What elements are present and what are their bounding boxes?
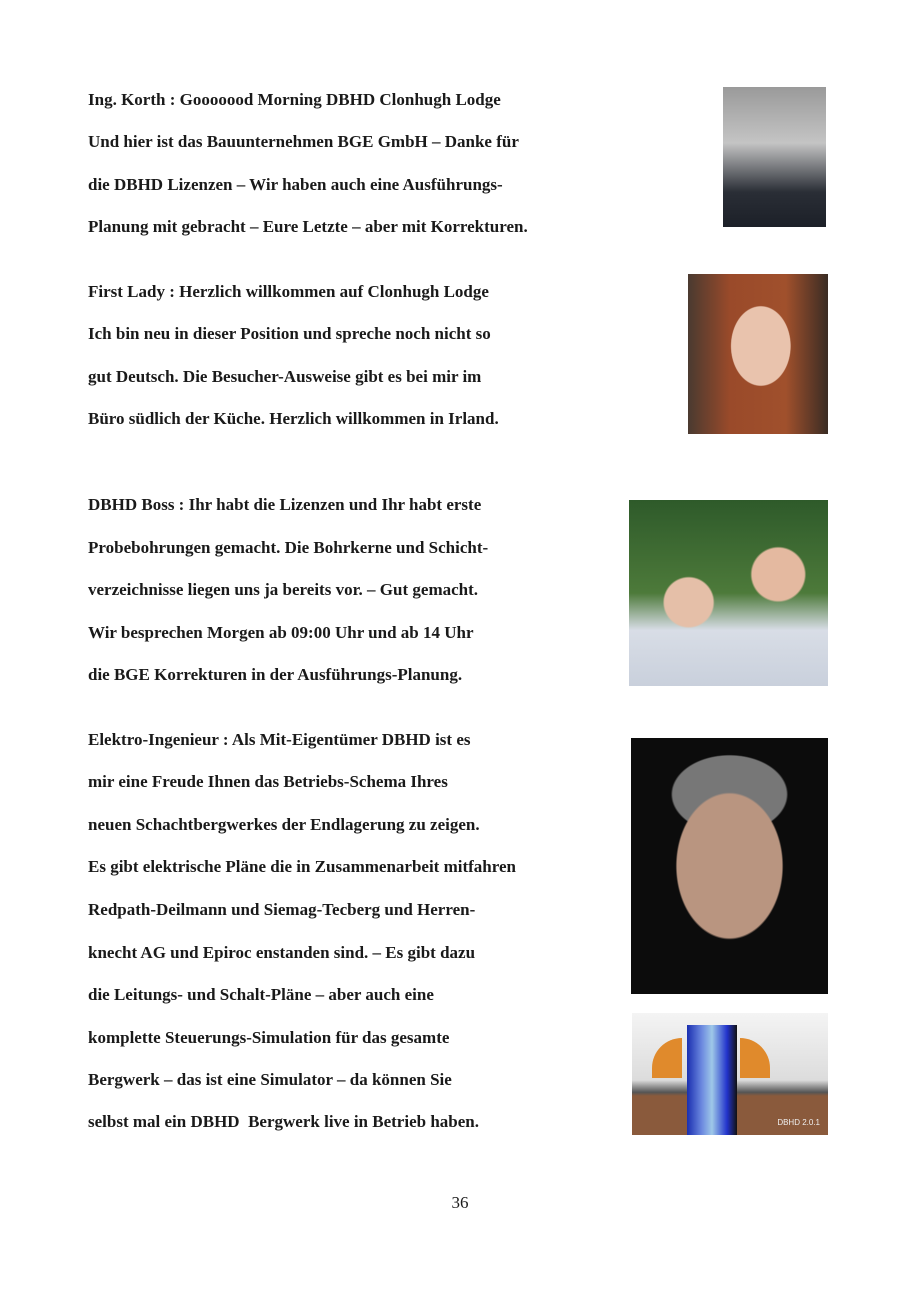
text-line: verzeichnisse liegen uns ja bereits vor. – Gut gemacht. bbox=[88, 580, 479, 599]
text-line: mir eine Freude Ihnen das Betriebs-Schema Ihres bbox=[88, 772, 448, 791]
text-line: First Lady : Herzlich willkommen auf Clonhugh Lodge bbox=[88, 282, 489, 301]
text-line: Büro südlich der Küche. Herzlich willkommen in Irland. bbox=[88, 409, 499, 428]
text-line: Planung mit gebracht – Eure Letzte – aber mit Korrekturen. bbox=[88, 217, 528, 236]
text-line: DBHD Boss : Ihr habt die Lizenzen und Ihr habt erste bbox=[88, 495, 482, 514]
text-line: komplette Steuerungs-Simulation für das gesamte bbox=[88, 1028, 450, 1047]
text-line: die DBHD Lizenzen – Wir haben auch eine Ausführungs- bbox=[88, 175, 503, 194]
text-line: gut Deutsch. Die Besucher-Ausweise gibt es bei mir im bbox=[88, 367, 482, 386]
text-line: Bergwerk – das ist eine Simulator – da können Sie bbox=[88, 1070, 452, 1089]
text-line: die BGE Korrekturen in der Ausführungs-Planung. bbox=[88, 665, 463, 684]
photo-dbhd-boss bbox=[629, 500, 828, 686]
text-line: Wir besprechen Morgen ab 09:00 Uhr und ab 14 Uhr bbox=[88, 623, 474, 642]
portrait-ing-korth bbox=[723, 87, 826, 227]
text-line: Ich bin neu in dieser Position und spreche noch nicht so bbox=[88, 324, 491, 343]
diagram-version-label: DBHD 2.0.1 bbox=[777, 1118, 820, 1127]
diagram-arch bbox=[652, 1038, 682, 1078]
text-line: Probebohrungen gemacht. Die Bohrkerne und Schicht- bbox=[88, 538, 489, 557]
diagram-arch bbox=[740, 1038, 770, 1078]
text-line: Ing. Korth : Gooooood Morning DBHD Clonhugh Lodge bbox=[88, 90, 501, 109]
portrait-elektro-ingenieur bbox=[631, 738, 828, 994]
portrait-first-lady bbox=[688, 274, 828, 434]
text-line: Redpath-Deilmann und Siemag-Tecberg und Herren- bbox=[88, 900, 476, 919]
page-number: 36 bbox=[451, 1193, 469, 1212]
mine-shaft-diagram bbox=[632, 1013, 828, 1135]
text-line: die Leitungs- und Schalt-Pläne – aber auch eine bbox=[88, 985, 434, 1004]
diagram-shaft bbox=[687, 1025, 737, 1135]
text-line: selbst mal ein DBHD Bergwerk live in Betrieb haben. bbox=[88, 1112, 479, 1131]
text-line: Und hier ist das Bauunternehmen BGE GmbH – Danke für bbox=[88, 132, 519, 151]
text-line: neuen Schachtbergwerkes der Endlagerung zu zeigen. bbox=[88, 815, 480, 834]
text-line: Es gibt elektrische Pläne die in Zusammenarbeit mitfahren bbox=[88, 857, 516, 876]
text-line: Elektro-Ingenieur : Als Mit-Eigentümer DBHD ist es bbox=[88, 730, 471, 749]
text-line: knecht AG und Epiroc enstanden sind. – Es gibt dazu bbox=[88, 943, 476, 962]
